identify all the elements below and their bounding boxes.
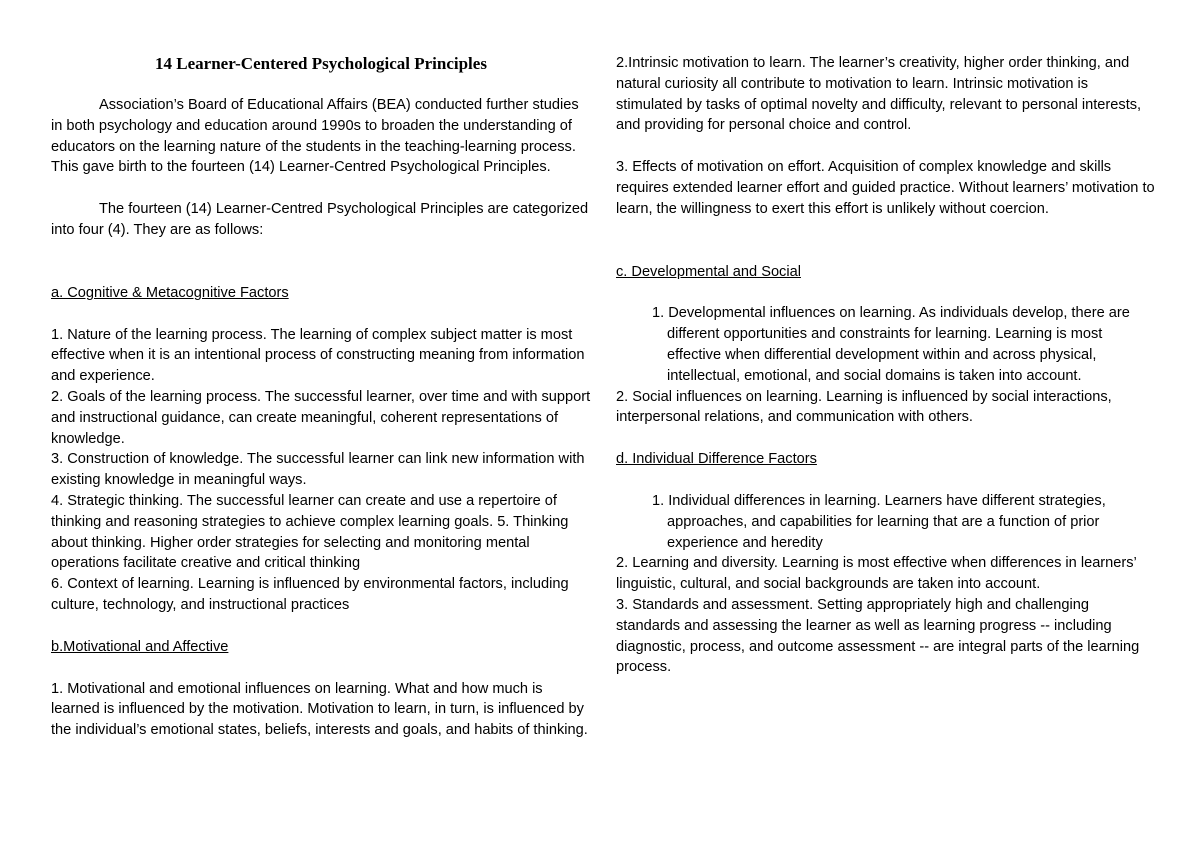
principle-item: 1. Individual differences in learning. Learners have different strategies, approaches, and capabilities for learning that are a function of prior experience and heredity [652, 492, 1106, 551]
spacer [51, 241, 591, 283]
intro-paragraph: The fourteen (14) Learner-Centred Psychological Principles are categorized into four (4). They are as follows: [51, 201, 589, 238]
principle-item: 3. Effects of motivation on effort. Acquisition of complex knowledge and skills requires extended learner effort and guided practice. Without learners’ motivation to learn, the willingness to exert this effort is unlikely without coercion. [616, 159, 1155, 217]
spacer [51, 658, 591, 679]
intro-paragraph: Association’s Board of Educational Affairs (BEA) conducted further studies in both psychology and education around 1990s to broaden the understanding of educators on the learning nature of the students in the teaching-learning process. This gave birth to the fourteen (14) Learner-Centred Psychological Principles. [51, 97, 579, 176]
spacer [616, 282, 1156, 303]
spacer [616, 220, 1156, 262]
principle-item: 6. Context of learning. Learning is influenced by environmental factors, including culture, technology, and instructional practices [51, 576, 569, 613]
spacer [51, 304, 591, 325]
principle-item: 1. Developmental influences on learning. As individuals develop, there are different opportunities and constraints for learning. Learning is most effective when differential development within and across physical, intellectual, emotional, and social domains is taken into account. [652, 305, 1130, 384]
principle-item: 2. Social influences on learning. Learning is influenced by social interactions, interpersonal relations, and communication with others. [616, 388, 1112, 426]
section-heading-individual: d. Individual Difference Factors [616, 451, 817, 468]
spacer [616, 428, 1156, 449]
section-heading-cognitive: a. Cognitive & Metacognitive Factors [51, 284, 289, 301]
principle-item: 4. Strategic thinking. The successful learner can create and use a repertoire of thinking and reasoning strategies to achieve complex learning goals. 5. Thinking about thinking. Higher order strategies for selecting and monitoring mental operations facilitate creative and critical thinking [51, 492, 569, 572]
principle-item: 3. Construction of knowledge. The successful learner can link new information with existing knowledge in meaningful ways. [51, 451, 585, 489]
right-column [616, 53, 1156, 678]
spacer [51, 178, 591, 199]
principle-item: 3. Standards and assessment. Setting appropriately high and challenging standards and assessing the learner as well as learning progress -- including diagnostic, process, and outcome assessment -- are integral parts of the learning process. [616, 596, 1140, 676]
principle-item: 1. Motivational and emotional influences on learning. What and how much is learned is influenced by the motivation. Motivation to learn, in turn, is influenced by the individual’s emotional states, beliefs, interests and goals, and habits of thinking. [51, 680, 588, 739]
principle-item: 2. Goals of the learning process. The successful learner, over time and with support and instructional guidance, can create meaningful, coherent representations of knowledge. [51, 388, 591, 447]
principle-item: 1. Nature of the learning process. The learning of complex subject matter is most effective when it is an intentional process of constructing meaning from information and experience. [51, 326, 585, 385]
document-title: 14 Learner-Centered Psychological Principles [155, 54, 487, 73]
principle-item: 2. Learning and diversity. Learning is most effective when differences in learners’ linguistic, cultural, and social backgrounds are taken into account. [616, 555, 1137, 593]
principle-item: 2.Intrinsic motivation to learn. The learner’s creativity, higher order thinking, and natural curiosity all contribute to motivation to learn. Intrinsic motivation is stimulated by tasks of optimal novelty and difficulty, relevant to personal interests, and providing for personal choice and control. [616, 55, 1142, 134]
spacer [51, 616, 591, 637]
left-column [51, 53, 591, 741]
section-heading-developmental: c. Developmental and Social [616, 263, 801, 280]
spacer [616, 470, 1156, 491]
spacer [616, 136, 1156, 157]
section-heading-motivational: b.Motivational and Affective [51, 638, 229, 655]
